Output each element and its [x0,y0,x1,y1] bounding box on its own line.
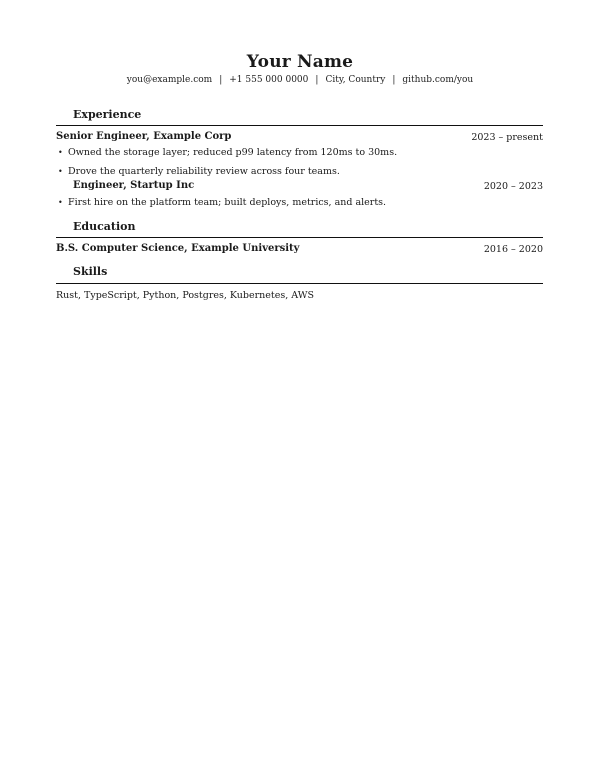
section-title-skills: Skills [73,265,108,278]
job-dates: 2023 – present [471,132,543,143]
skills-list: Rust, TypeScript, Python, Postgres, Kubernetes, AWS [56,290,315,301]
section-title-education: Education [73,220,136,233]
degree-title: B.S. Computer Science, Example University [56,243,300,254]
bullet-glyph: • [58,167,63,176]
job-bullet-text: Drove the quarterly reliability review across four teams. [68,166,340,177]
bullet-glyph: • [58,198,63,207]
contact-email[interactable]: you@example.com [126,75,213,85]
section-divider [56,125,543,126]
contact-location: City, Country [325,75,386,85]
job-bullet [58,166,340,177]
job-bullet-text: First hire on the platform team; built deploys, metrics, and alerts. [68,197,387,208]
job-bullet [58,147,397,158]
contact-line [0,75,600,85]
contact-separator: | [219,75,223,85]
job-title: Engineer, Startup Inc [73,180,195,191]
section-divider [56,237,543,238]
job-dates: 2020 – 2023 [483,181,543,192]
contact-website[interactable]: github.com/you [402,75,474,85]
job-title: Senior Engineer, Example Corp [56,131,232,142]
contact-separator: | [315,75,319,85]
job-bullet [58,197,386,208]
section-divider [56,283,543,284]
candidate-name: Your Name [246,52,354,72]
section-title-experience: Experience [73,108,142,121]
contact-phone: +1 555 000 0000 [229,75,309,85]
education-dates: 2016 – 2020 [483,244,543,255]
bullet-glyph: • [58,148,63,157]
job-bullet-text: Owned the storage layer; reduced p99 latency from 120ms to 30ms. [68,147,398,158]
contact-separator: | [392,75,396,85]
